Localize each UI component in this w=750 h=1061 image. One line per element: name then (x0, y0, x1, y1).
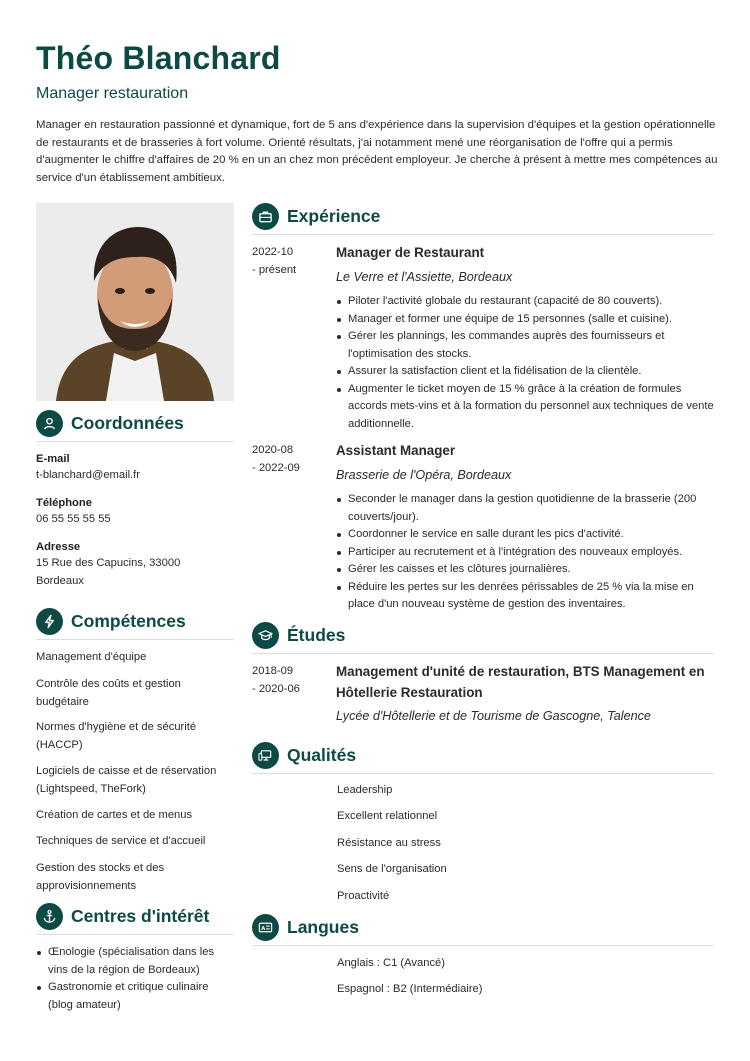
contact-section-title: Coordonnées (71, 413, 184, 433)
skills-section-header (36, 608, 186, 635)
anchor-icon (36, 903, 63, 930)
job-bullet: Assurer la satisfaction client et la fidélisation de la clientèle. (336, 363, 716, 381)
education-date-end: - 2020-06 (252, 682, 300, 695)
skill-item: Normes d'hygiène et de sécurité (HACCP) (36, 721, 197, 751)
contact-address-block (36, 541, 234, 590)
profile-photo (36, 203, 234, 401)
divider (36, 934, 234, 935)
job-bullet: Gérer les plannings, les commandes auprès des fournisseurs et l'optimisation des stocks. (336, 328, 716, 363)
skill-item: Création de cartes et de menus (36, 809, 193, 821)
skill-item: Contrôle des coûts et gestion budgétaire (36, 678, 181, 708)
job-bullet: Seconder le manager dans la gestion quotidienne de la brasserie (200 couverts/jour). (336, 491, 716, 526)
interest-item: Gastronomie et critique culinaire (blog amateur) (36, 979, 222, 1014)
education-date-start: 2018-09 (252, 665, 294, 677)
job-bullets (336, 491, 716, 614)
divider (252, 653, 714, 654)
job-organization: Brasserie de l'Opéra, Bordeaux (336, 468, 512, 482)
divider (252, 234, 714, 235)
candidate-name: Théo Blanchard (36, 40, 281, 76)
job-title: Manager de Restaurant (336, 245, 485, 260)
divider (36, 639, 234, 640)
languages-section-title: Langues (287, 917, 359, 937)
phone-value: 06 55 55 55 55 (36, 513, 111, 525)
job-bullet: Coordonner le service en salle durant les pics d'activité. (336, 526, 716, 544)
quality-item: Sens de l'organisation (337, 863, 447, 875)
job-bullet: Réduire les pertes sur les denrées périssables de 25 % via la mise en place d'un nouveau système de gestion des inventaires. (336, 579, 716, 614)
portrait-image (36, 203, 234, 401)
contact-section-header (36, 410, 184, 437)
phone-label: Téléphone (36, 497, 92, 509)
interests-list (36, 944, 222, 1014)
education-section-header (252, 622, 345, 649)
skill-item: Gestion des stocks et des approvisionnements (36, 862, 165, 892)
interests-section-header (36, 903, 209, 930)
email-label: E-mail (36, 453, 70, 465)
skill-item: Techniques de service et d'accueil (36, 835, 206, 847)
quality-item: Excellent relationnel (337, 810, 438, 822)
contact-email-block (36, 453, 234, 485)
job-date (252, 442, 322, 477)
job-organization: Le Verre et l'Assiette, Bordeaux (336, 270, 513, 284)
address-value: 15 Rue des Capucins, 33000 Bordeaux (36, 557, 181, 587)
job-date-end: - 2022-09 (252, 461, 300, 474)
quality-item: Proactivité (337, 890, 390, 902)
contact-phone-block (36, 497, 234, 529)
qualities-section-header (252, 742, 356, 769)
divider (252, 773, 714, 774)
job-date-end: - présent (252, 263, 297, 276)
languages-section-header (252, 914, 359, 941)
divider (252, 945, 714, 946)
address-label: Adresse (36, 541, 81, 553)
quality-item: Leadership (337, 784, 393, 796)
job-bullets (336, 293, 716, 433)
language-item: Espagnol : B2 (Intermédiaire) (337, 983, 483, 995)
education-school: Lycée d'Hôtellerie et de Tourisme de Gascogne, Talence (336, 709, 651, 723)
experience-section-title: Expérience (287, 206, 381, 226)
skill-item: Logiciels de caisse et de réservation (Lightspeed, TheFork) (36, 765, 217, 795)
job-bullet: Participer au recrutement et à l'intégration des nouveaux employés. (336, 544, 716, 562)
skills-section-title: Compétences (71, 611, 186, 631)
graduation-cap-icon (252, 622, 279, 649)
language-item: Anglais : C1 (Avancé) (337, 957, 445, 969)
experience-section-header (252, 203, 380, 230)
job-date (252, 244, 322, 279)
briefcase-icon (252, 203, 279, 230)
education-degree: Management d'unité de restauration, BTS Management en Hôtellerie Restauration (336, 664, 705, 700)
skill-item: Management d'équipe (36, 651, 147, 663)
qualities-section-title: Qualités (287, 745, 357, 765)
job-date-start: 2020-08 (252, 444, 294, 456)
user-icon (36, 410, 63, 437)
job-title: Assistant Manager (336, 443, 456, 458)
profile-summary: Manager en restauration passionné et dynamique, fort de 5 ans d'expérience dans la supervision d'équipes et la gestion opérationnelle de restaurants et de brasseries à fort volume. Orienté résultats, j'ai notamment mené une réorganisation de l'offre qui a permis d'augmenter le chiffre d'affaires de 20 % en un an chez mon précédent employeur. Je cherche à présent à mettre mes compétences au service d'un établissement ambitieux. (36, 119, 718, 184)
job-date-start: 2022-10 (252, 246, 294, 258)
svg-text:A: A (261, 925, 266, 932)
education-date (252, 663, 322, 698)
education-section-title: Études (287, 625, 346, 645)
monitor-icon (252, 742, 279, 769)
email-value: t-blanchard@email.fr (36, 469, 141, 481)
job-bullet: Gérer les caisses et les clôtures journalières. (336, 561, 716, 579)
job-bullet: Augmenter le ticket moyen de 15 % grâce à la création de formules accords mets-vins et à la formation du personnel aux techniques de vente additionnelle. (336, 381, 716, 434)
job-bullet: Piloter l'activité globale du restaurant (capacité de 80 couverts). (336, 293, 716, 311)
interest-item: Œnologie (spécialisation dans les vins de la région de Bordeaux) (36, 944, 222, 979)
quality-item: Résistance au stress (337, 837, 441, 849)
job-bullet: Manager et former une équipe de 15 personnes (salle et cuisine). (336, 311, 716, 329)
language-card-icon (252, 914, 279, 941)
interests-section-title: Centres d'intérêt (71, 906, 210, 926)
job-role: Manager restauration (36, 85, 189, 102)
divider (36, 441, 234, 442)
lightning-icon (36, 608, 63, 635)
